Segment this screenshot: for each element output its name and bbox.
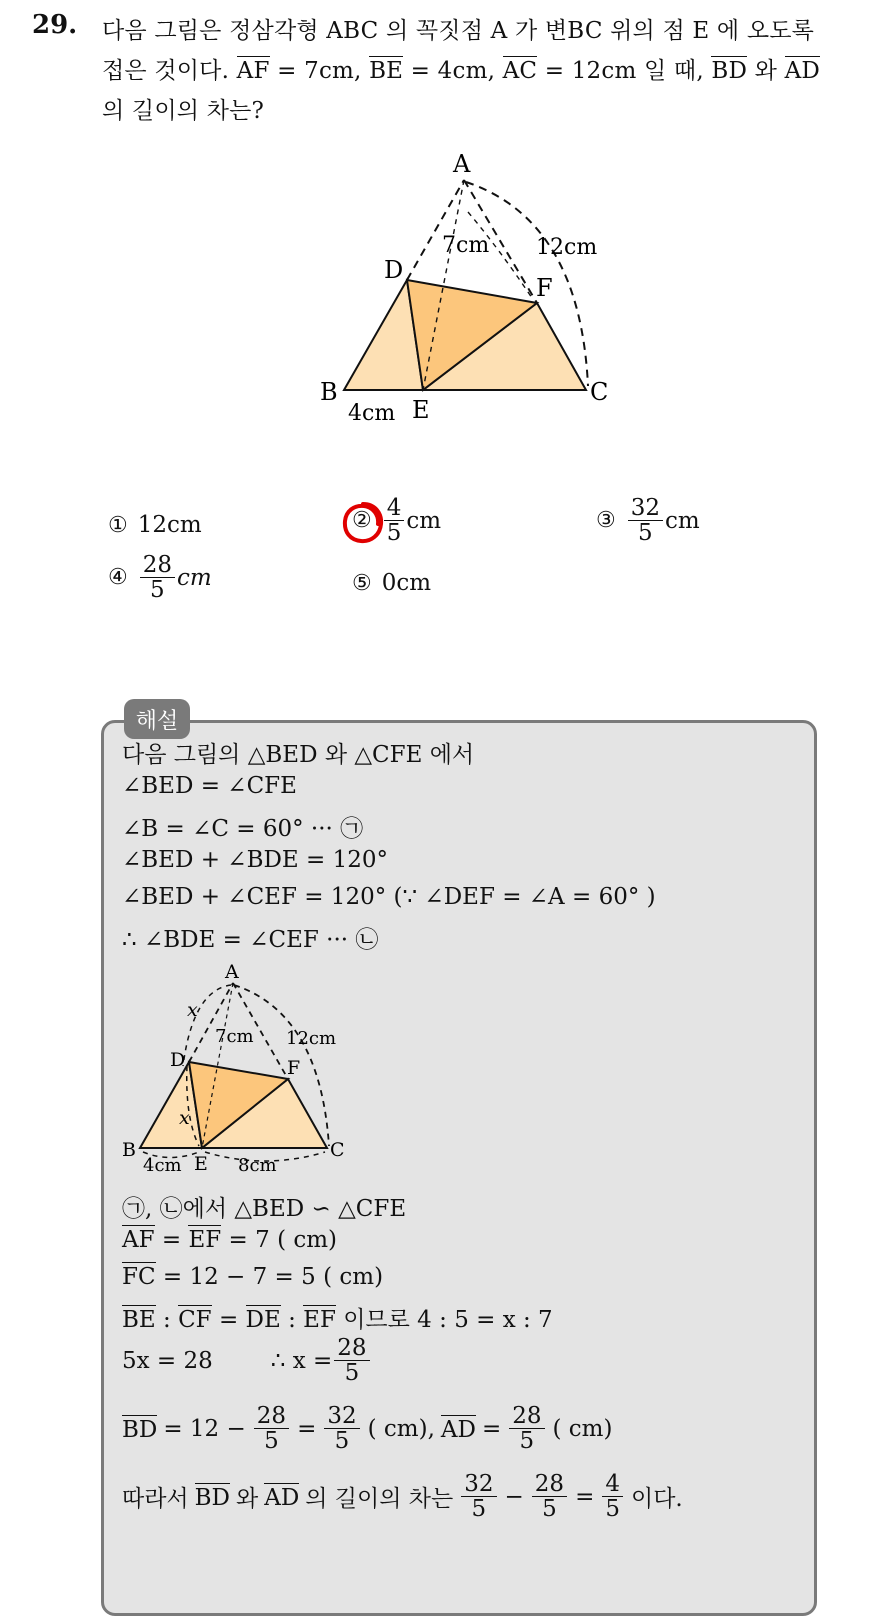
question-line-1: 다음 그림은 정삼각형 ABC 의 꼭짓점 A 가 변BC 위의 점 E 에 오도록 [102, 18, 815, 44]
option-4[interactable]: ④ $\frac{28}{5}$ cm [108, 552, 212, 604]
option-1[interactable]: ① 12cm [108, 512, 202, 538]
overline-ac: AC [502, 58, 538, 84]
svg-text:4cm: 4cm [143, 1155, 182, 1176]
length-be: 4cm [348, 401, 396, 426]
solution-line-2: ∠BED = ∠CFE [122, 773, 297, 799]
figure-solution-triangle [115, 958, 355, 1183]
solution-tag: 해설 [124, 699, 190, 739]
svg-text:7cm: 7cm [215, 1026, 254, 1047]
svg-text:A: A [225, 961, 239, 983]
option-5[interactable]: ⑤ 0cm [352, 570, 432, 596]
solution-line-8: AF = EF = 7 ( cm) [122, 1227, 338, 1253]
overline-bd: BD [711, 58, 748, 84]
overline-af: AF [236, 58, 270, 84]
label-b: B [320, 378, 338, 406]
solution-line-12: BD = 12 − $\frac{28}{5}$ = $\frac{32}{5}$ ( cm), AD = $\frac{28}{5}$ ( cm) [122, 1403, 613, 1455]
svg-text:x: x [179, 1107, 190, 1129]
svg-text:F: F [287, 1057, 301, 1079]
svg-text:x: x [187, 999, 198, 1021]
solution-line-6: ∴ ∠BDE = ∠CEF ··· ㉡ [122, 927, 379, 953]
solution-line-1: 다음 그림의 △BED 와 △CFE 에서 [122, 742, 475, 768]
svg-text:B: B [122, 1139, 136, 1161]
svg-text:12cm: 12cm [286, 1028, 337, 1049]
question-line-2: 접은 것이다. AF = 7cm, BE = 4cm, AC = 12cm 일 때, BD 와 AD [102, 58, 821, 84]
solution-line-4: ∠BED + ∠BDE = 120° [122, 847, 388, 873]
label-f: F [536, 274, 553, 302]
solution-line-9: FC = 12 − 7 = 5 ( cm) [122, 1264, 384, 1290]
figure-folded-triangle [300, 140, 620, 440]
answer-circle-mark [340, 500, 386, 546]
length-af: 7cm [442, 233, 490, 258]
svg-text:8cm: 8cm [238, 1155, 277, 1176]
dashed-ad [407, 180, 464, 280]
solution-line-13: 따라서 BD 와 AD 의 길이의 차는 $\frac{32}{5}$ − $\frac{28}{5}$ = $\frac{4}{5}$ 이다. [122, 1471, 683, 1523]
solution-line-10: BE : CF = DE : EF 이므로 4 : 5 = x : 7 [122, 1307, 553, 1333]
option-3[interactable]: ③ $\frac{32}{5}$ cm [596, 495, 700, 547]
overline-be: BE [369, 58, 404, 84]
svg-text:E: E [194, 1153, 208, 1175]
label-d: D [384, 256, 404, 284]
svg-text:C: C [330, 1139, 345, 1161]
overline-ad: AD [784, 58, 821, 84]
question-number: 29. [32, 10, 78, 40]
length-ac: 12cm [536, 235, 598, 260]
question-line-3: 의 길이의 차는? [102, 98, 265, 124]
solution-line-3: ∠B = ∠C = 60° ··· ㉠ [122, 816, 364, 842]
label-c: C [590, 378, 609, 406]
option-2[interactable]: ② $\frac{4}{5}$ cm [352, 495, 442, 547]
label-e: E [412, 396, 430, 424]
svg-text:D: D [170, 1049, 186, 1071]
solution-line-7: ㉠, ㉡에서 △BED ∽ △CFE [122, 1196, 407, 1222]
solution-line-5: ∠BED + ∠CEF = 120° (∵ ∠DEF = ∠A = 60° ) [122, 884, 656, 910]
label-a: A [453, 150, 471, 178]
solution-line-11: 5x = 28 ∴ x = $\frac{28}{5}$ [122, 1336, 372, 1385]
